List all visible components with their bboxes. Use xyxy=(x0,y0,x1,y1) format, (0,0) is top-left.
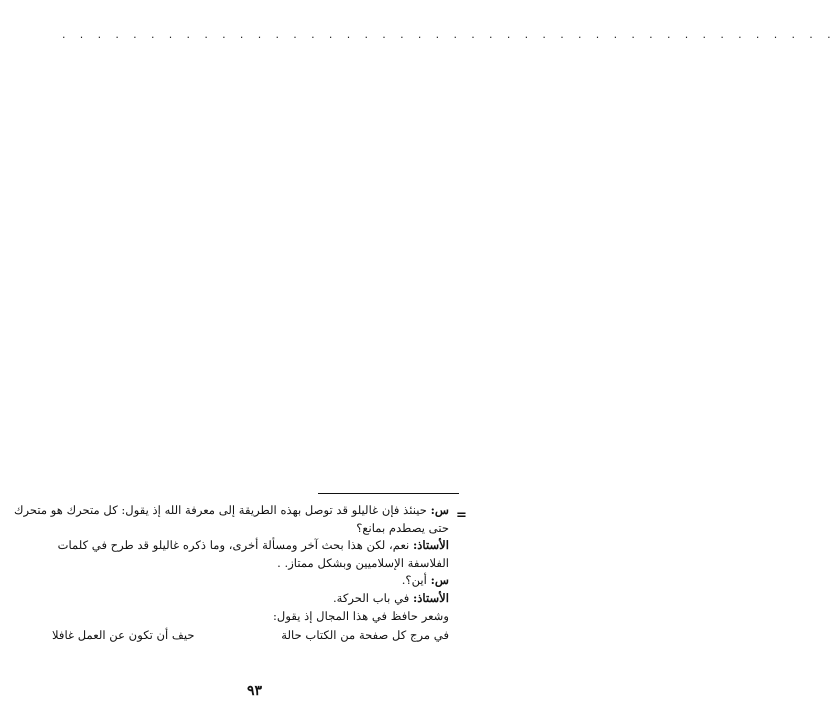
footnote-line-5-text: أين؟. xyxy=(401,573,431,588)
footnote-separator xyxy=(318,493,459,494)
footnote-line-3 xyxy=(52,537,449,555)
poem-verse xyxy=(52,627,449,645)
footnote-continuation-marker: = xyxy=(456,508,467,523)
footnote-line-1-text: حينئذ فإن غاليلو قد توصل بهذه الطريقة إلى معرفة الله إذ يقول: كل متحرك هو متحرك xyxy=(13,503,431,517)
speaker-label-teacher: الأستاذ: xyxy=(412,590,449,605)
footnote-line-6-text: في باب الحركة. xyxy=(332,590,413,605)
page-number: ٩٣ xyxy=(246,683,263,699)
verse-first-hemistich: في مرج كل صفحة من الكتاب حالة xyxy=(281,628,449,643)
footnote-line-4: الفلاسفة الإسلاميين وبشكل ممتاز. . xyxy=(277,555,449,570)
footnote-line-3-text: نعم، لكن هذا بحث آخر ومسألة أخرى، وما ذكره غاليلو قد طرح في كلمات xyxy=(57,538,413,553)
speaker-label-teacher: الأستاذ: xyxy=(412,538,449,553)
footnote-line-6 xyxy=(52,590,449,608)
speaker-label-question: س: xyxy=(430,503,449,517)
footnote-line-5 xyxy=(52,572,449,590)
footnote-body xyxy=(13,502,449,645)
verse-second-hemistich: حيف أن تكون عن العمل غافلا xyxy=(52,628,195,643)
footnote-line-7: وشعر حافظ في هذا المجال إذ يقول: xyxy=(273,608,449,623)
footnote-line-2: حتى يصطدم بمانع؟ xyxy=(356,520,449,535)
footnote-line-1 xyxy=(13,502,449,520)
header-dotted-rule: . . . . . . . . . . . . . . . . . . . . . . . . . . . . . . . . . . . . . . . . . . . . xyxy=(62,28,836,41)
speaker-label-question: س: xyxy=(430,573,449,588)
